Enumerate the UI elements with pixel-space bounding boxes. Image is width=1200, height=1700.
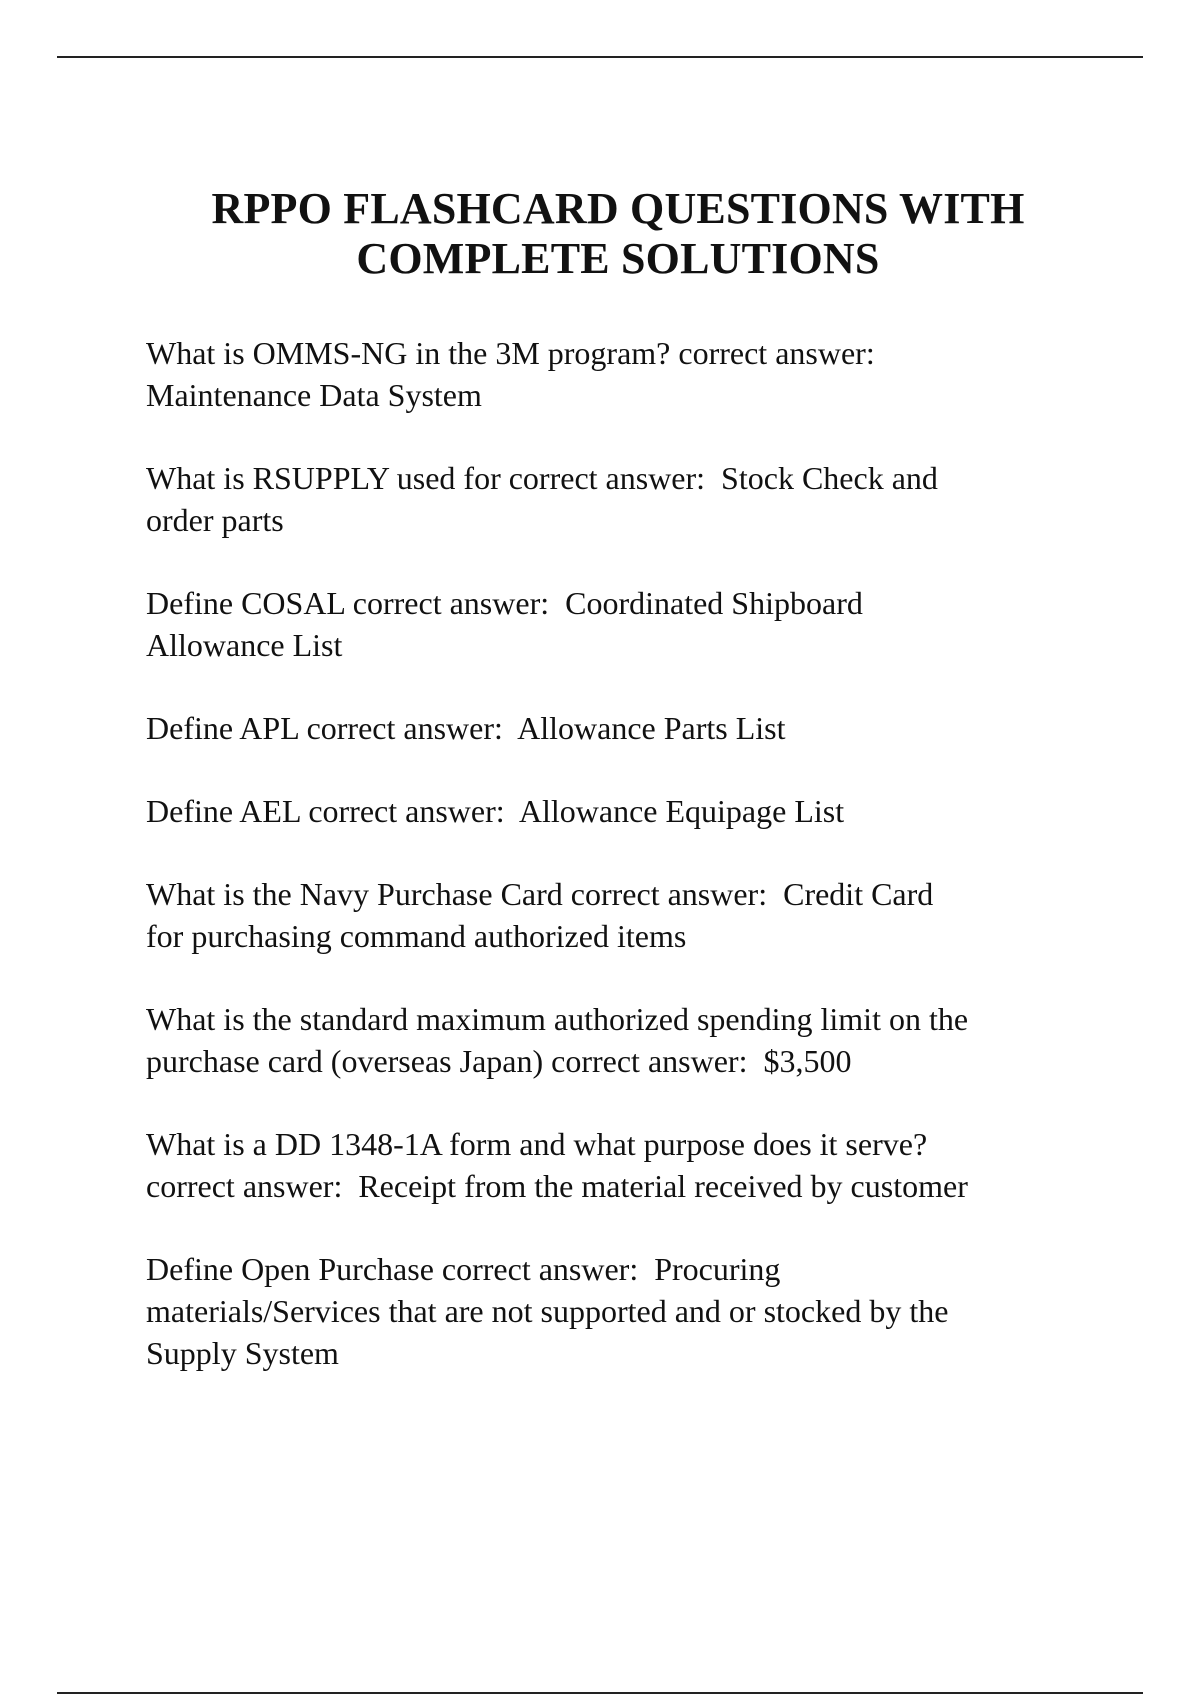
qa-line: for purchasing command authorized items <box>146 918 687 954</box>
qa-line: Define APL correct answer: Allowance Parts List <box>146 710 786 746</box>
qa-line: purchase card (overseas Japan) correct answer: $3,500 <box>146 1043 852 1079</box>
qa-line: What is the standard maximum authorized spending limit on the <box>146 1001 969 1037</box>
qa-line: What is a DD 1348-1A form and what purpose does it serve? <box>146 1126 928 1162</box>
qa-line: order parts <box>146 502 284 538</box>
flashcard-item <box>146 1248 1086 1374</box>
qa-line: What is OMMS-NG in the 3M program? correct answer: <box>146 335 875 371</box>
flashcard-list <box>146 332 1086 1415</box>
title-line-2: COMPLETE SOLUTIONS <box>356 234 880 283</box>
flashcard-item <box>146 998 1086 1082</box>
qa-line: materials/Services that are not supported and or stocked by the <box>146 1293 949 1329</box>
flashcard-item <box>146 582 1086 666</box>
qa-line: What is the Navy Purchase Card correct answer: Credit Card <box>146 876 934 912</box>
qa-line: Define AEL correct answer: Allowance Equipage List <box>146 793 845 829</box>
title-line-1: RPPO FLASHCARD QUESTIONS WITH <box>211 184 1025 233</box>
qa-line: Define COSAL correct answer: Coordinated Shipboard <box>146 585 863 621</box>
flashcard-item <box>146 707 1086 749</box>
top-divider <box>57 56 1143 58</box>
qa-line: Supply System <box>146 1335 339 1371</box>
qa-line: Allowance List <box>146 627 343 663</box>
qa-line: What is RSUPPLY used for correct answer: Stock Check and <box>146 460 938 496</box>
flashcard-item <box>146 457 1086 541</box>
flashcard-item <box>146 1123 1086 1207</box>
flashcard-item <box>146 332 1086 416</box>
qa-line: correct answer: Receipt from the material received by customer <box>146 1168 968 1204</box>
bottom-divider <box>57 1692 1143 1694</box>
page-title <box>120 184 1116 284</box>
qa-line: Define Open Purchase correct answer: Procuring <box>146 1251 781 1287</box>
flashcard-item <box>146 790 1086 832</box>
flashcard-item <box>146 873 1086 957</box>
qa-line: Maintenance Data System <box>146 377 482 413</box>
